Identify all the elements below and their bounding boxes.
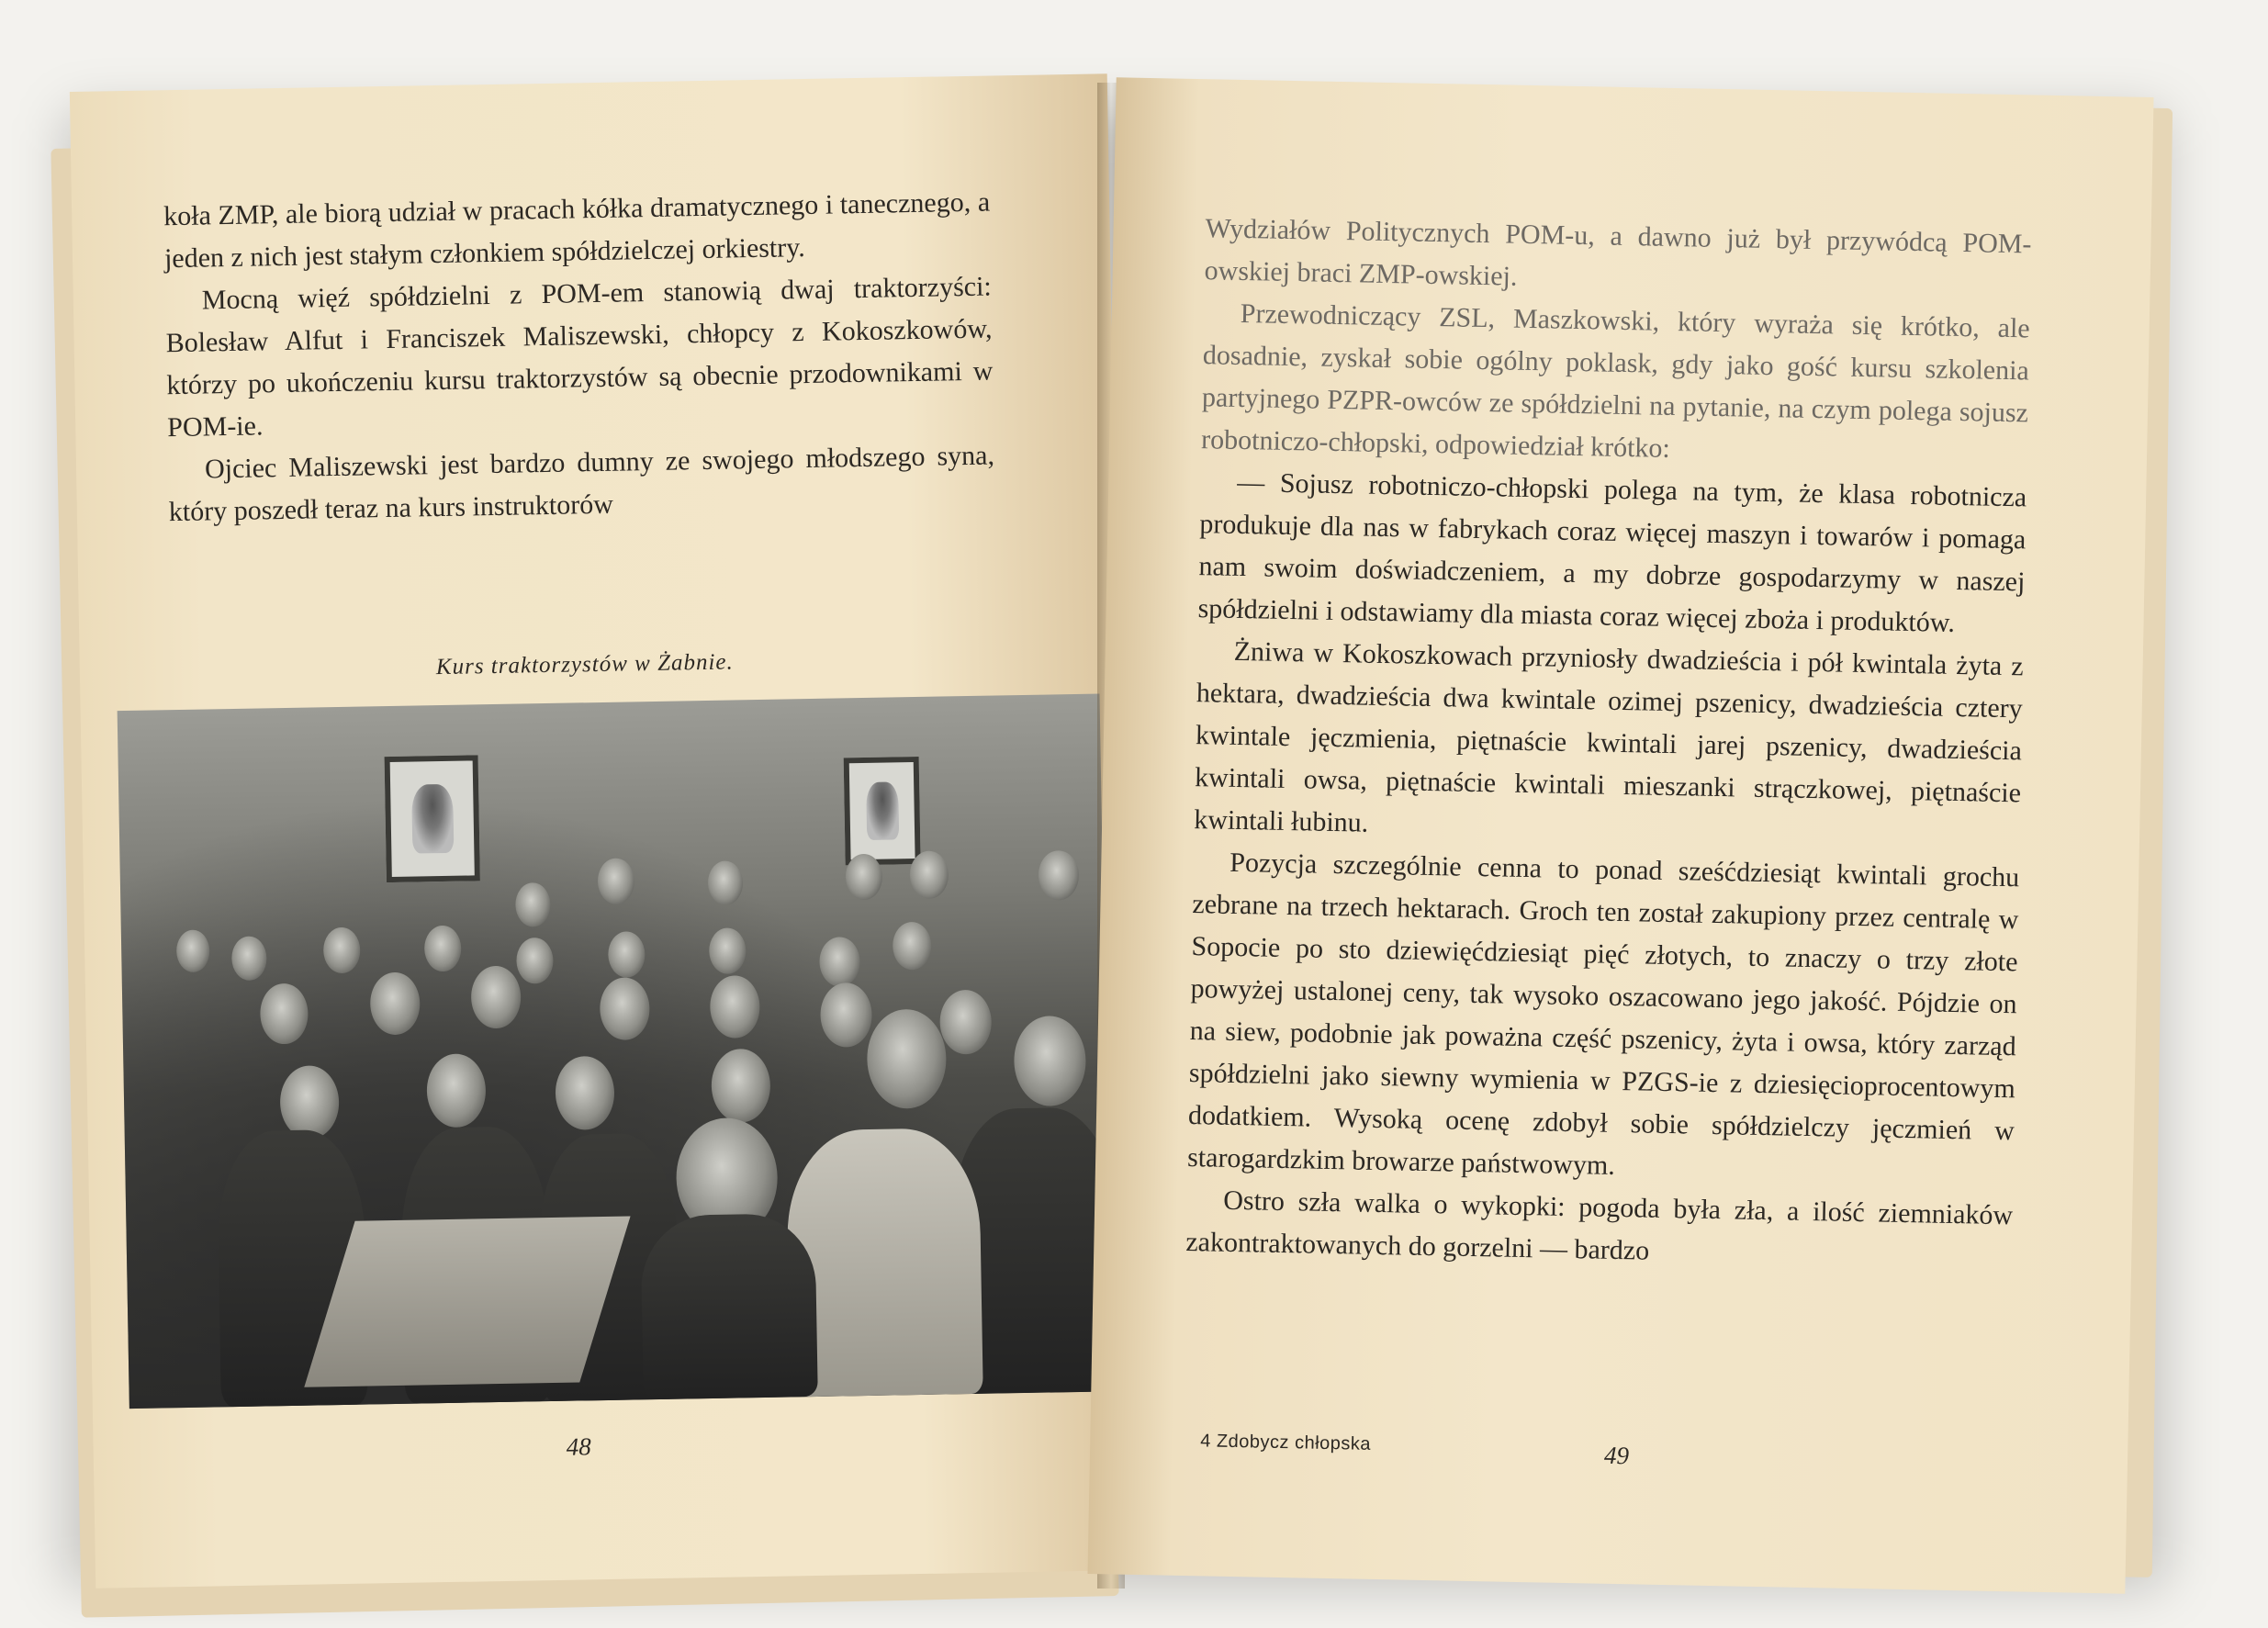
right-paragraph: Pozycja szczególnie cenna to ponad sześćdziesiąt kwintali grochu zebrane na trzech hektarach. Groch ten został zakupiony przez centralę w Sopocie po sto dziewięćdziesiąt pięć złotych, to znaczy o trzy złote powyżej ustalonej ceny, tak wysoko oszacowano jego jakość. Pójdzie on na siew, podobnie jak poważna część pszenicy, żyta i owsa, który zarząd spółdzielni jako siewny wymienia w PZGS-ie z dziesięcioprocentowym dodatkiem. Wysoką ocenę zdobył sobie spółdzielczy jęczmień w starogardzkim browarze państwowym. [1186,847,2020,1181]
left-paragraph: Ojciec Maliszewski jest bardzo dumny ze swojego młodszego syna, który poszedł teraz na kurs instruktorów [168,440,995,528]
desk [304,1217,630,1387]
class-photo [118,694,1112,1409]
left-page [70,73,1133,1588]
left-page-number: 48 [566,1432,591,1461]
right-paragraph: Wydziałów Politycznych POM-u, a dawno już był przywódcą POM-owskiej braci ZMP-owskiej. [1204,213,2032,292]
right-paragraph: Ostro szła walka o wykopki: pogoda była zła, a ilość ziemniaków zakontraktowanych do gorzelni — bardzo [1185,1185,2014,1266]
right-page [1087,77,2153,1593]
portrait-frame [844,757,921,865]
right-paragraph: — Sojusz robotniczo-chłopski polega na tym, że klasa robotnicza produkuje dla nas w fabrykach coraz więcej maszyn i towarów i pomaga nam swoim doświadczeniem, a my dobrze gospodarzymy w naszej spółdzielni i odstawiamy dla miasta coraz więcej zboża i produktów. [1197,466,2027,638]
right-paragraph: Żniwa w Kokoszkowach przyniosły dwadzieścia i pół kwintala żyta z hektara, dwadzieścia dwa kwintale ozimej pszenicy, dwadzieścia cztery kwintale jęczmienia, piętnaście kwintali jarej pszenicy, dwadzieścia kwintali owsa, piętnaście kwintali mieszanki strączkowej, piętnaście kwintali łubinu. [1193,635,2024,838]
left-page-text [163,182,995,534]
portrait-frame [385,755,480,882]
left-paragraph: Mocną więź spółdzielni z POM-em stanowią dwaj traktorzyści: Bolesław Alfut i Franciszek Maliszewski, chłopcy z Kokoszkowów, którzy po ukończeniu kursu traktorzystów są obecnie przodownikami w POM-ie. [165,271,994,443]
right-paragraph: Przewodniczący ZSL, Maszkowski, który wyraża się krótko, ale dosadnie, zyskał sobie ogólny poklask, gdy jako gość kursu szkolenia partyjnego PZPR-owców ze spółdzielni na pytanie, na czym polega sojusz robotniczo-chłopski, odpowiedział krótko: [1200,298,2030,464]
signature-mark: 4 Zdobycz chłopska [1200,1431,1372,1454]
right-page-number: 49 [1603,1441,1630,1470]
left-paragraph: koła ZMP, ale biorą udział w pracach kółka dramatycznego i tanecznego, a jeden z nich jest stałym członkiem spółdzielczej orkiestry. [163,186,991,275]
photo-caption: Kurs traktorzystów w Żabnie. [435,649,734,680]
right-page-text [1185,208,2032,1279]
